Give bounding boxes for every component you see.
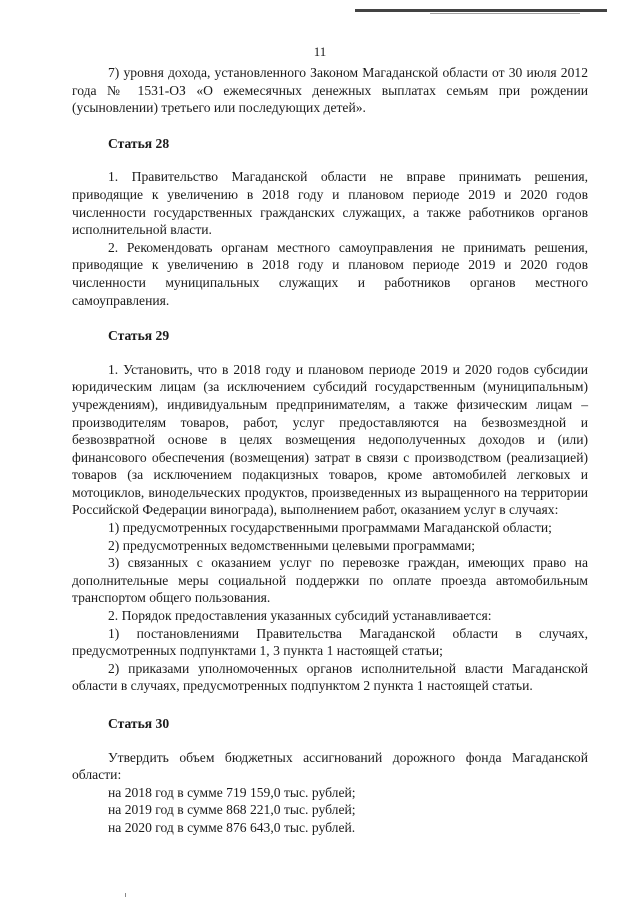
article-30-intro: Утвердить объем бюджетных ассигнований дорожного фонда Магаданской области: (72, 749, 588, 783)
article-29-paragraph-2: 2. Порядок предоставления указанных субсидий устанавливается: (108, 608, 492, 624)
article-29-item-3: 3) связанных с оказанием услуг по перевозке граждан, имеющих право на дополнительные меры социальной поддержки по оплате проезда автомобильным транспортом общего пользования. (72, 555, 588, 606)
scan-artifact-line-thin (430, 13, 580, 14)
article-29-subitem-1: 1) постановлениями Правительства Магаданской области в случаях, предусмотренных подпунктами 1, 3 пункта 1 настоящей статьи; (72, 625, 588, 659)
article-30-title: Статья 30 (108, 716, 170, 731)
article-30-sum-2019: на 2019 год в сумме 868 221,0 тыс. рублей; (108, 802, 356, 818)
article-30-sum-2020: на 2020 год в сумме 876 643,0 тыс. рублей. (108, 819, 356, 835)
article-28-title: Статья 28 (108, 135, 170, 151)
intro-item-7: 7) уровня дохода, установленного Законом Магаданской области от 30 июля 2012 года № 1531-ОЗ «О ежемесячных денежных выплатах семьям при рождении (усыновлении) третьего или последующих детей». (72, 65, 588, 116)
article-29-paragraph-1: 1. Установить, что в 2018 году и плановом периоде 2019 и 2020 годов субсидии юридическим лицам (за исключением субсидий государственным (муниципальным) учреждениям), индивидуальным предпринимателям, а также физическим лицам – производителям товаров, работ, услуг предоставляются на безвозмездной и безвозвратной основе в целях возмещения недополученных доходов и (или) финансового обеспечения (возмещения) затрат в связи с производством (реализацией) товаров (за исключением подакцизных товаров, кроме автомобилей легковых и мотоциклов, винодельческих продуктов, произведенных из выращенного на территории Российской Федерации винограда), выполнением работ, оказанием услуг в случаях: (72, 361, 588, 518)
article-28-paragraph-2: 2. Рекомендовать органам местного самоуправления не принимать решения, приводящие к увеличению в 2018 году и плановом периоде 2019 и 2020 годов численности муниципальных служащих и работников органов местного самоуправления. (72, 239, 588, 308)
article-29-item-1: 1) предусмотренных государственными программами Магаданской области; (108, 520, 552, 536)
article-29-item-2: 2) предусмотренных ведомственными целевыми программами; (108, 537, 476, 553)
scan-speck (125, 893, 126, 897)
page-number: 11 (313, 44, 327, 59)
article-29-title: Статья 29 (108, 328, 170, 344)
scan-artifact-line (355, 9, 607, 12)
article-29-subitem-2: 2) приказами уполномоченных органов исполнительной власти Магаданской области в случаях, предусмотренных подпунктом 2 пункта 1 настоящей статьи. (72, 660, 588, 694)
article-30-sum-2018: на 2018 год в сумме 719 159,0 тыс. рублей; (108, 784, 356, 800)
article-28-paragraph-1: 1. Правительство Магаданской области не вправе принимать решения, приводящие к увеличению в 2018 году и плановом периоде 2019 и 2020 годов численности государственных гражданских служащих, а также работников органов исполнительной власти. (72, 169, 588, 238)
document-body (72, 64, 588, 837)
